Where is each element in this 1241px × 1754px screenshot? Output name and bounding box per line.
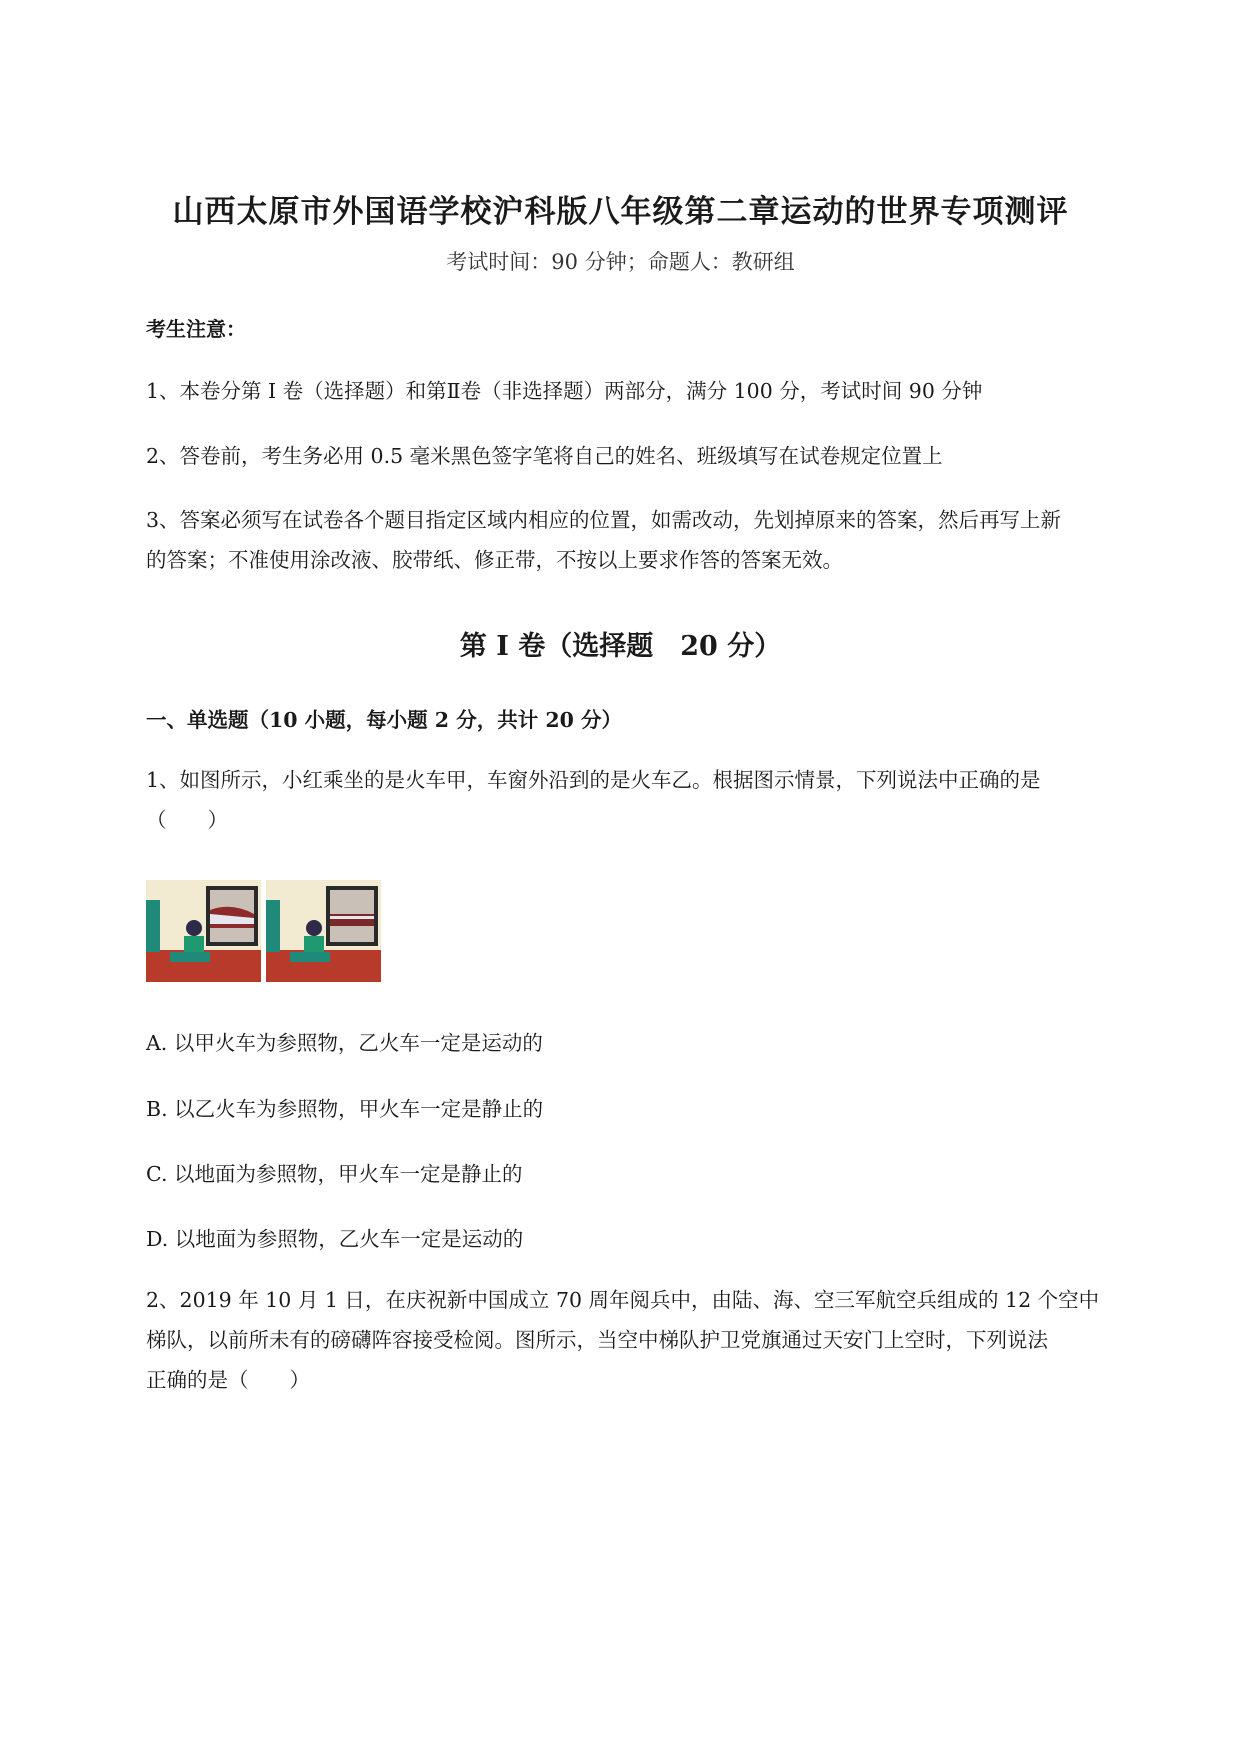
notice-item-1: 1、本卷分第 I 卷（选择题）和第Ⅱ卷（非选择题）两部分，满分 100 分，考试时间 90 分钟 [146, 379, 983, 403]
notice-heading: 考生注意： [146, 317, 246, 341]
train-illustration-1 [146, 880, 261, 982]
option-c: C. 以地面为参照物，甲火车一定是静止的 [146, 1162, 523, 1186]
exam-info: 考试时间：90 分钟；命题人：教研组 [446, 250, 795, 274]
question-2-line-1: 2、2019 年 10 月 1 日，在庆祝新中国成立 70 周年阅兵中，由陆、海、空三军航空兵组成的 12 个空中 [146, 1288, 1100, 1312]
page-title: 山西太原市外国语学校沪科版八年级第二章运动的世界专项测评 [172, 194, 1069, 230]
option-a: A. 以甲火车为参照物，乙火车一定是运动的 [146, 1031, 543, 1055]
section-title: 第 I 卷（选择题 20 分） [459, 631, 782, 662]
question-1-paren: （ ） [146, 808, 228, 832]
notice-item-3: 3、答案必须写在试卷各个题目指定区域内相应的位置，如需改动，先划掉原来的答案，然后再写上新 [146, 508, 1062, 532]
option-d: D. 以地面为参照物，乙火车一定是运动的 [146, 1227, 524, 1251]
option-b: B. 以乙火车为参照物，甲火车一定是静止的 [146, 1097, 544, 1121]
train-illustration-2 [266, 880, 381, 982]
part-heading: 一、单选题（10 小题，每小题 2 分，共计 20 分） [146, 708, 623, 732]
notice-item-3-cont: 的答案；不准使用涂改液、胶带纸、修正带，不按以上要求作答的答案无效。 [146, 548, 843, 572]
notice-item-2: 2、答卷前，考生务必用 0.5 毫米黑色签字笔将自己的姓名、班级填写在试卷规定位置上 [146, 444, 943, 468]
question-2-line-2: 梯队，以前所未有的磅礴阵容接受检阅。图所示，当空中梯队护卫党旗通过天安门上空时，下列说法 [146, 1328, 1048, 1352]
question-2-line-3: 正确的是（ ） [146, 1368, 310, 1392]
question-1-text: 1、如图所示，小红乘坐的是火车甲，车窗外沿到的是火车乙。根据图示情景，下列说法中正确的是 [146, 768, 1041, 792]
